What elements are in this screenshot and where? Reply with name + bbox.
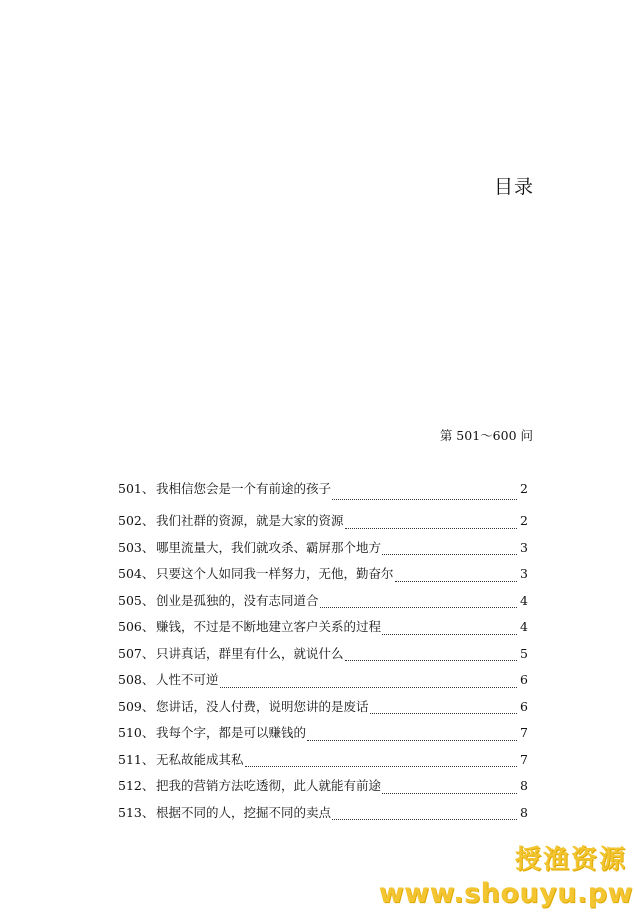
toc-entry-number: 513、: [118, 804, 155, 820]
dot-leader: [382, 634, 517, 635]
toc-entry[interactable]: [118, 511, 528, 538]
toc-entry[interactable]: [118, 697, 528, 724]
toc-entry-title: 我每个字，都是可以赚钱的: [156, 725, 307, 740]
toc-entry[interactable]: [118, 479, 528, 511]
toc-entry-title: 我们社群的资源，就是大家的资源: [156, 513, 344, 528]
toc-entry-page: 7: [520, 751, 528, 767]
toc-entry-page: 4: [520, 592, 528, 608]
toc-entry-page: 8: [520, 778, 528, 793]
dot-leader: [320, 607, 517, 608]
toc-entry[interactable]: [118, 591, 528, 618]
dot-leader: [332, 499, 517, 500]
toc-entry-number: 510、: [118, 725, 155, 740]
toc-entry-title: 根据不同的人，挖掘不同的卖点: [156, 804, 332, 820]
watermark-url: www.shouyu.pw: [378, 878, 633, 909]
toc-entry-page: 8: [520, 804, 528, 820]
toc-entry-number: 506、: [118, 619, 155, 634]
dot-leader: [307, 740, 517, 741]
dot-leader: [345, 528, 517, 529]
toc-entry-number: 502、: [118, 513, 155, 528]
toc-entry-title: 我相信您会是一个有前途的孩子: [156, 481, 332, 496]
toc-entry-page: 3: [520, 566, 528, 581]
toc-entry-title: 哪里流量大，我们就攻杀、霸屏那个地方: [156, 539, 382, 555]
toc-entry[interactable]: [118, 538, 528, 565]
toc-entry-page: 6: [520, 672, 528, 687]
toc-entry[interactable]: [118, 776, 528, 803]
question-range-label: 第 501～600 问: [439, 428, 533, 443]
toc-entry-number: 507、: [118, 645, 155, 661]
toc-entry-title: 只讲真话，群里有什么，就说什么: [156, 645, 344, 661]
toc-entry-page: 2: [520, 481, 528, 496]
toc-entry-number: 508、: [118, 672, 155, 687]
toc-entry-page: 5: [520, 645, 528, 661]
toc-entry-number: 501、: [118, 481, 155, 496]
toc-entry[interactable]: [118, 803, 528, 830]
toc-entry-page: 3: [520, 539, 528, 555]
toc-entry-title: 人性不可逆: [156, 672, 219, 687]
toc-entry-title: 您讲话，没人付费，说明您讲的是废话: [156, 698, 369, 714]
dot-leader: [345, 660, 517, 661]
dot-leader: [220, 687, 517, 688]
toc-entry-title: 只要这个人如同我一样努力，无他，勤奋尔: [156, 566, 394, 581]
toc-entry-number: 512、: [118, 778, 155, 793]
toc-title: 目录: [493, 176, 534, 198]
toc-entry-title: 把我的营销方法吃透彻，此人就能有前途: [156, 778, 382, 793]
table-of-contents: [118, 479, 528, 829]
toc-entry[interactable]: [118, 670, 528, 697]
toc-entry[interactable]: [118, 617, 528, 644]
toc-entry-title: 无私故能成其私: [156, 751, 244, 767]
toc-entry-number: 505、: [118, 592, 155, 608]
watermark: [379, 843, 633, 911]
toc-entry-number: 509、: [118, 698, 155, 714]
watermark-brand: 授渔资源: [514, 845, 627, 875]
toc-entry-title: 赚钱，不过是不断地建立客户关系的过程: [156, 619, 382, 634]
dot-leader: [245, 766, 517, 767]
toc-entry-page: 7: [520, 725, 528, 740]
toc-entry-page: 6: [520, 698, 528, 714]
dot-leader: [382, 554, 517, 555]
toc-entry[interactable]: [118, 750, 528, 777]
toc-entry[interactable]: [118, 644, 528, 671]
toc-entry-page: 4: [520, 619, 528, 634]
toc-entry[interactable]: [118, 723, 528, 750]
dot-leader: [382, 793, 517, 794]
toc-entry-number: 511、: [118, 751, 155, 767]
dot-leader: [395, 581, 517, 582]
toc-entry-number: 504、: [118, 566, 155, 581]
toc-entry[interactable]: [118, 564, 528, 591]
toc-entry-page: 2: [520, 513, 528, 528]
toc-entry-number: 503、: [118, 539, 155, 555]
toc-entry-title: 创业是孤独的，没有志同道合: [156, 592, 319, 608]
dot-leader: [332, 819, 517, 820]
dot-leader: [370, 713, 517, 714]
